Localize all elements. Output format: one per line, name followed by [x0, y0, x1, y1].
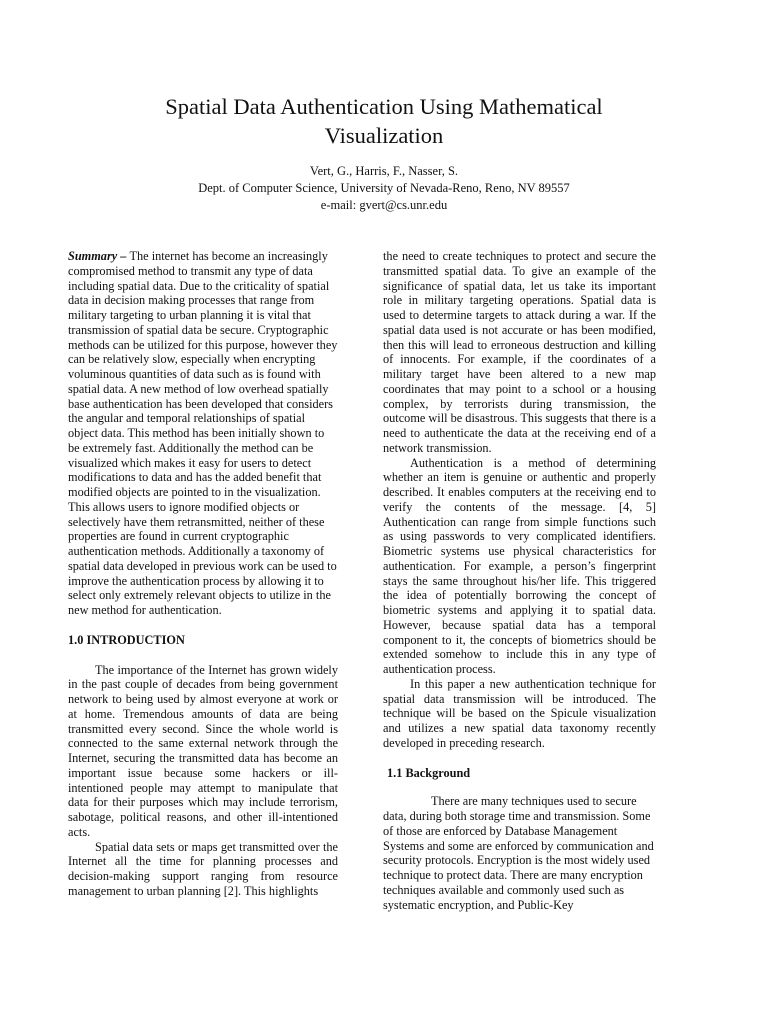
right-column — [383, 249, 656, 912]
introduction-paragraph-3: Authentication is a method of determining whether an item is genuine or authentic and properly described. It enables computers at the receiving end to verify the contents of the message. [4, 5] Authentication can range from simple functions such as using passwords to very complicated identifiers. Biometric systems use physical characteristics for authentication. For example, a person’s fingerprint stays the same throughout his/her life. This triggered the idea of potentially borrowing the concept of biometric systems and applying it to spatial data. However, because spatial data has a temporal component to it, the concepts of biometrics should be extended somehow to include this in any type of authentication process. — [383, 455, 656, 676]
summary-text: The internet has become an increasingly compromised method to transmit any type of data including spatial data. Due to the criticality of spatial data in decision making processes that range from military targeting to urban planning it is vital that transmission of spatial data be secure. Cryptographic methods can be utilized for this purpose, however they can be relatively slow, especially when encrypting voluminous quantities of data such as is found with spatial data. A new method of low overhead spatially base authentication has been developed that considers the angular and temporal relationships of spatial object data. This method has been initially shown to be extremely fast. Additionally the method can be visualized which makes it easy for users to detect modifications to data and has the added benefit that modified objects are pointed to in the visualization. This allows users to ignore modified objects or selectively have them retransmitted, neither of these properties are found in current cryptographic authentication methods. Additionally a taxonomy of spatial data developed in previous work can be used to improve the authentication process by allowing it to select only extremely relevant objects to utilize in the new method for authentication. — [68, 249, 338, 617]
paper-title: Spatial Data Authentication Using Mathematical Visualization — [165, 94, 603, 148]
background-paragraph-1: There are many techniques used to secure data, during both storage time and transmission. Some of those are enforced by Database Management Systems and some are enforced by communication and security protocols. Encryption is the most widely used technique to protect data. There are many encryption techniques available and commonly used such as systematic encryption, and Public-Key — [383, 794, 654, 912]
summary-dash: – — [117, 249, 130, 263]
introduction-paragraph-1: The importance of the Internet has grown widely in the past couple of decades from being government network to being used by almost everyone at work or at home. Tremendous amounts of data are being transmitted every second. Since the whole world is connected to the same external network through the Internet, securing the transmitted data has become an important issue because some hackers or ill-intentioned people may attempt to manipulate that data for their purposes which may include terrorism, sabotage, political reasons, and other ill-intentioned acts. — [68, 662, 338, 839]
paper-meta — [120, 163, 648, 214]
introduction-paragraph-4: In this paper a new authentication technique for spatial data transmission will be introduced. The technique will be based on the Spicule visualization and utilizes a new spatial data taxonomy recently developed in preceding research. — [383, 676, 656, 750]
left-column — [68, 249, 338, 899]
background-heading: 1.1 Background — [387, 765, 471, 780]
authors: Vert, G., Harris, F., Nasser, S. — [309, 164, 459, 178]
summary-label: Summary — [68, 249, 118, 263]
email: e-mail: gvert@cs.unr.edu — [320, 198, 448, 212]
introduction-paragraph-2: Spatial data sets or maps get transmitted over the Internet all the time for planning processes and decision-making support ranging from resource management to urban planning [2]. This highlights — [68, 839, 338, 898]
introduction-paragraph-2-continued: the need to create techniques to protect and secure the transmitted spatial data. To give an example of the significance of spatial data, let us take its important role in military targeting operations. Spatial data is used to determine targets to attack during a war. If the spatial data used is not accurate or has been modified, then this will lead to erroneous destruction and killing of innocents. For example, if the coordinates of a military target have been altered to a new map coordinates that may point to a school or a housing complex, by terrorists during transmission, the outcome will be disastrous. This suggests that there is a need to authenticate the data at the receiving end of a network transmission. — [383, 249, 656, 455]
summary-paragraph — [68, 249, 338, 618]
introduction-heading: 1.0 INTRODUCTION — [68, 632, 185, 647]
affiliation: Dept. of Computer Science, University of Nevada-Reno, Reno, NV 89557 — [198, 181, 570, 195]
